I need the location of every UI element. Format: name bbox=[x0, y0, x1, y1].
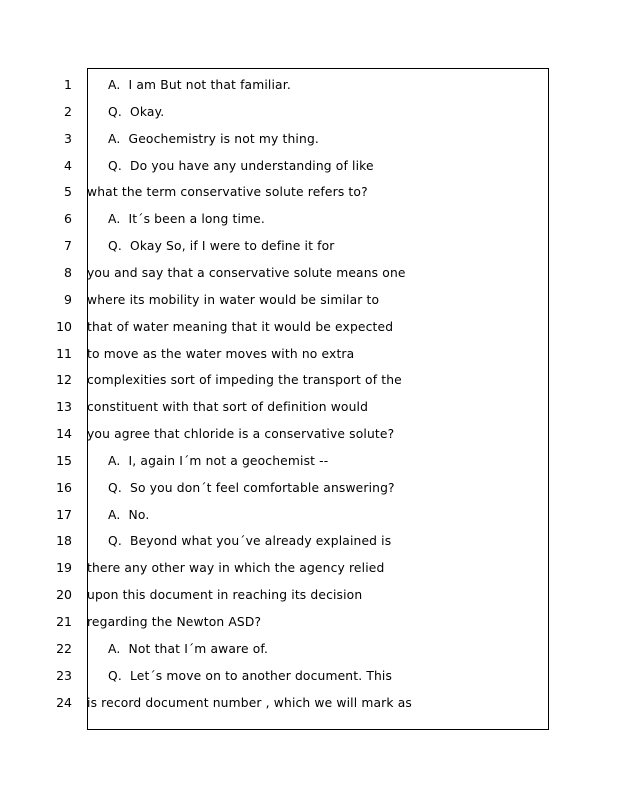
transcript-line bbox=[0, 397, 618, 417]
transcript-line bbox=[0, 370, 618, 390]
line-number: 11 bbox=[56, 345, 72, 361]
transcript-line bbox=[0, 531, 618, 551]
line-number: 8 bbox=[64, 264, 72, 280]
line-number: 16 bbox=[56, 479, 72, 495]
line-number: 19 bbox=[56, 560, 72, 576]
line-text: you agree that chloride is a conservative solute? bbox=[87, 427, 395, 442]
transcript-line bbox=[0, 236, 618, 256]
line-number: 13 bbox=[56, 399, 72, 415]
transcript-line bbox=[0, 75, 618, 95]
line-text: is record document number , which we will mark as bbox=[87, 695, 412, 710]
line-text: Q. Beyond what you´ve already explained is bbox=[108, 534, 392, 549]
transcript-line bbox=[0, 263, 618, 283]
line-text: regarding the Newton ASD? bbox=[87, 615, 262, 629]
line-number: 15 bbox=[56, 452, 72, 468]
transcript-line bbox=[0, 693, 618, 713]
line-number: 1 bbox=[64, 77, 72, 92]
line-number: 22 bbox=[56, 640, 72, 656]
line-number: 6 bbox=[64, 211, 72, 227]
transcript-line bbox=[0, 156, 618, 176]
transcript-line bbox=[0, 478, 618, 498]
line-text: to move as the water moves with no extra bbox=[87, 346, 355, 361]
line-number: 17 bbox=[56, 506, 72, 522]
line-text: A. No. bbox=[108, 507, 150, 522]
line-text: constituent with that sort of definition would bbox=[87, 400, 369, 415]
line-number: 7 bbox=[64, 238, 72, 254]
line-number: 10 bbox=[56, 318, 72, 334]
line-number: 18 bbox=[56, 533, 72, 549]
line-text: A. I am But not that familiar. bbox=[108, 78, 291, 92]
line-text: A. It´s been a long time. bbox=[108, 212, 265, 227]
line-number: 5 bbox=[64, 184, 72, 200]
transcript-line bbox=[0, 102, 618, 122]
line-number: 2 bbox=[64, 103, 72, 119]
line-number: 21 bbox=[56, 614, 72, 629]
line-text: complexities sort of impeding the transport of the bbox=[87, 373, 402, 388]
transcript-line bbox=[0, 558, 618, 578]
line-number: 23 bbox=[56, 667, 72, 683]
line-number: 9 bbox=[64, 291, 72, 307]
line-number: 20 bbox=[56, 587, 72, 603]
line-text: upon this document in reaching its decision bbox=[87, 588, 363, 603]
line-text: Q. Okay. bbox=[108, 104, 165, 119]
line-text: Q. Let´s move on to another document. This bbox=[108, 668, 393, 683]
transcript-line bbox=[0, 451, 618, 471]
line-text: Q. Do you have any understanding of like bbox=[108, 158, 374, 173]
line-text: there any other way in which the agency relied bbox=[87, 561, 385, 576]
line-text: that of water meaning that it would be expected bbox=[87, 319, 394, 334]
transcript-line bbox=[0, 344, 618, 364]
transcript-line bbox=[0, 317, 618, 337]
line-text: where its mobility in water would be similar to bbox=[87, 292, 380, 307]
transcript-line bbox=[0, 666, 618, 686]
line-number: 12 bbox=[56, 372, 72, 388]
transcript-line bbox=[0, 424, 618, 444]
transcript-line bbox=[0, 639, 618, 659]
line-number: 24 bbox=[56, 694, 72, 710]
transcript-line bbox=[0, 209, 618, 229]
line-text: A. Not that I´m aware of. bbox=[108, 641, 269, 656]
line-text: Q. So you don´t feel comfortable answering? bbox=[108, 480, 395, 495]
transcript-line bbox=[0, 612, 618, 632]
transcript-line bbox=[0, 182, 618, 202]
transcript-line bbox=[0, 290, 618, 310]
transcript-line bbox=[0, 129, 618, 149]
transcript-line bbox=[0, 505, 618, 525]
line-number: 14 bbox=[56, 426, 72, 442]
line-number: 3 bbox=[64, 130, 72, 146]
line-text: Q. Okay So, if I were to define it for bbox=[108, 239, 335, 254]
transcript-line bbox=[0, 585, 618, 605]
line-number: 4 bbox=[64, 157, 72, 173]
line-text: A. I, again I´m not a geochemist -- bbox=[108, 453, 329, 468]
line-text: A. Geochemistry is not my thing. bbox=[108, 131, 319, 146]
line-text: you and say that a conservative solute means one bbox=[87, 265, 406, 280]
line-text: what the term conservative solute refers to? bbox=[87, 185, 368, 200]
